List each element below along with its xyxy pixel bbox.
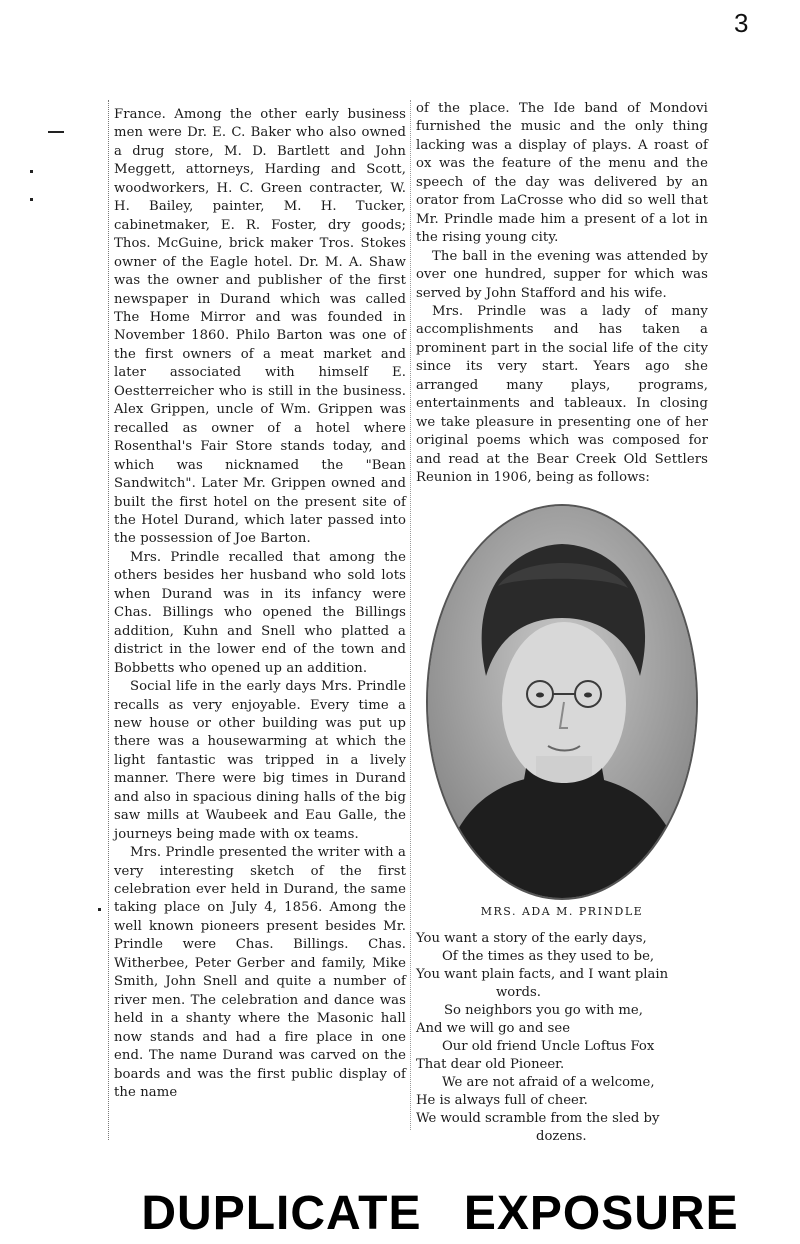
poem-line: You want a story of the early days, xyxy=(416,931,647,946)
right-column xyxy=(416,100,708,488)
poem-line: He is always full of cheer. xyxy=(416,1093,588,1108)
poem-line: Our old friend Uncle Loftus Fox xyxy=(442,1039,655,1054)
poem-line: dozens. xyxy=(536,1129,587,1144)
poem-line: words. xyxy=(496,985,541,1000)
poem xyxy=(416,930,708,1146)
article-paragraph: Mrs. Prindle was a lady of many accomplishments and has taken a prominent part in the social life of the city since its very start. Years ago she arranged many plays, programs, entertainments and tableaux. In closing we take pleasure in presenting one of her original poems which was composed for and read at the Bear Creek Old Settlers Reunion in 1906, being as follows: xyxy=(416,303,708,486)
article-paragraph: Mrs. Prindle presented the writer with a very interesting sketch of the first celebration ever held in Durand, the same taking place on July 4, 1856. Among the well known pioneers present besides Mr. Prindle were Chas. Billings. Chas. Witherbee, Peter Gerber and family, Mike Smith, John Snell and quite a number of river men. The celebration and dance was held in a shanty where the Masonic hall now stands and had a fire place in one end. The name Durand was carved on the boards and was the first public display of the name xyxy=(114,845,406,1101)
left-column xyxy=(114,106,406,1102)
article-paragraph: France. Among the other early business men were Dr. E. C. Baker who also owned a drug store, M. D. Bartlett and John Meggett, attorneys, Harding and Scott, woodworkers, H. C. Green contracter, W. H. Bailey, painter, M. H. Tucker, cabinetmaker, E. R. Foster, dry goods; Thos. McGuine, brick maker Tros. Stokes owner of the Eagle hotel. Dr. M. A. Shaw was the owner and publisher of the first newspaper in Durand which was called The Home Mirror and was founded in November 1860. Philo Barton was one of the first owners of a meat market and later associated with himself E. Oestterreicher who is still in the business. Alex Grippen, uncle of Wm. Grippen was recalled as owner of a hotel where Rosenthal's Fair Store stands today, and which was nicknamed the "Bean Sandwitch". Later Mr. Grippen owned and built the first hotel on the present site of the Hotel Durand, which later passed into the possession of Joe Barton. xyxy=(114,107,406,547)
poem-line: We would scramble from the sled by xyxy=(416,1111,660,1126)
article-paragraph: Mrs. Prindle recalled that among the others besides her husband who sold lots when Durand was in its infancy were Chas. Billings who opened the Billings addition, Kuhn and Snell who platted a district in the lower end of the town and Bobbetts who opened up an addition. xyxy=(114,549,406,676)
poem-line: You want plain facts, and I want plain xyxy=(416,967,669,982)
stamp-word: EXPOSURE xyxy=(463,1187,739,1240)
portrait-illustration xyxy=(428,506,696,898)
stamp-word: DUPLICATE xyxy=(141,1187,422,1240)
portrait-caption: MRS. ADA M. PRINDLE xyxy=(480,905,644,918)
column-rule xyxy=(410,100,412,1130)
margin-mark xyxy=(30,198,33,201)
duplicate-exposure-stamp xyxy=(130,1186,750,1241)
page-number: 3 xyxy=(734,8,749,38)
portrait-photo xyxy=(428,506,696,898)
poem-line: Of the times as they used to be, xyxy=(442,949,655,964)
poem-line: And we will go and see xyxy=(416,1021,571,1036)
margin-mark xyxy=(48,131,64,133)
article-paragraph: The ball in the evening was attended by over one hundred, supper for which was served by John Stafford and his wife. xyxy=(416,248,708,301)
poem-line: We are not afraid of a welcome, xyxy=(442,1075,655,1090)
poem-line: That dear old Pioneer. xyxy=(416,1057,565,1072)
margin-mark xyxy=(30,170,33,173)
article-paragraph: of the place. The Ide band of Mondovi furnished the music and the only thing lacking was a display of plays. A roast of ox was the feature of the menu and the speech of the day was delivered by an orator from LaCrosse who did so well that Mr. Prindle made him a present of a lot in the rising young city. xyxy=(416,101,708,246)
poem-line: So neighbors you go with me, xyxy=(444,1003,643,1018)
margin-mark xyxy=(98,908,101,911)
column-rule xyxy=(108,100,110,1140)
article-paragraph: Social life in the early days Mrs. Prindle recalls as very enjoyable. Every time a new house or other building was put up there was a housewarming at which the light fantastic was tripped in a lively manner. There were big times in Durand and also in spacious dining halls of the big saw mills at Waubeek and Eau Galle, the journeys being made with ox teams. xyxy=(114,679,406,842)
